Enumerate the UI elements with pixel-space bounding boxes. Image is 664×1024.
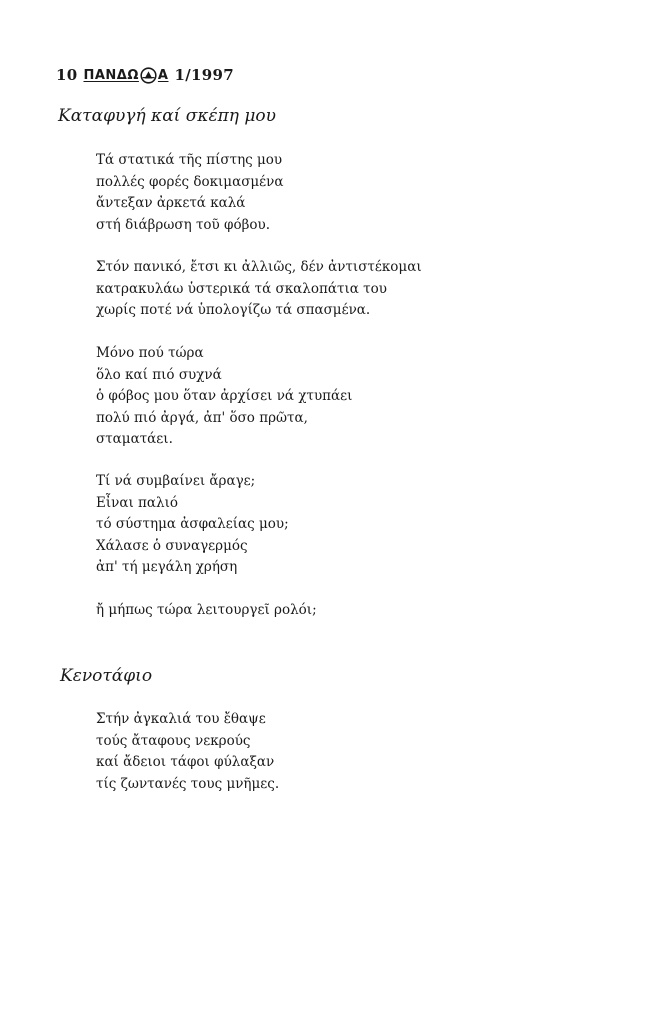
poem-line: ὁ φόβος μου ὅταν ἀρχίσει νά χτυπάει [96,388,353,404]
poem-line: ὅλο καί πιό συχνά [96,366,222,383]
journal-name [83,67,168,84]
poem-line: Τί νά συμβαίνει ἄραγε; [96,473,256,489]
poem-line: ἤ μήπως τώρα λειτουργεῖ ρολόι; [96,602,317,618]
poem-line: τούς ἄταφους νεκρούς [96,732,251,749]
poem-line: Εἶναι παλιό [96,494,179,511]
poem-line: κατρακυλάω ὑστερικά τά σκαλοπάτια του [96,280,387,297]
poem-line: τίς ζωντανές τους μνῆμες. [96,775,280,792]
stanza [96,709,279,795]
stanza [96,343,352,451]
poem-line: Χάλασε ὁ συναγερμός [96,537,248,554]
issue-number: 1/1997 [174,66,234,84]
poem-title: Καταφυγή καί σκέπη μου [58,106,277,126]
poem-line: ἄντεξαν ἀρκετά καλά [96,195,246,211]
poem-line: τό σύστημα ἀσφαλείας μου; [96,516,289,532]
poem-line: Τά στατικά τῆς πίστης μου [96,152,283,168]
poem-line: Στόν πανικό, ἔτσι κι ἀλλιῶς, δέν ἀντιστέκομαι [96,259,422,275]
journal-name-right: Α [157,67,169,83]
poem-line: Μόνο πού τώρα [96,345,204,361]
poem-line: Στήν ἀγκαλιά του ἔθαψε [96,711,266,727]
stanza [96,600,317,622]
stanza [96,150,284,236]
journal-name-left: ΠΑΝΔΩ [83,67,139,83]
poem-line: ἀπ' τή μεγάλη χρήση [96,559,238,575]
journal-logo-icon [140,67,157,84]
stanza [96,471,289,579]
poem-line: στή διάβρωση τοῦ φόβου. [96,216,271,233]
page-header [56,64,234,86]
page-number: 10 [56,66,78,84]
poem-line: καί ἄδειοι τάφοι φύλαξαν [96,754,275,770]
poem-title: Κενοτάφιο [60,666,153,686]
poem-line: χωρίς ποτέ νά ὑπολογίζω τά σπασμένα. [96,302,371,318]
poem-line: πολλές φορές δοκιμασμένα [96,173,284,190]
poem-line: σταματάει. [96,431,173,447]
poem-line: πολύ πιό ἀργά, ἀπ' ὅσο πρῶτα, [96,409,308,426]
stanza [96,257,422,322]
